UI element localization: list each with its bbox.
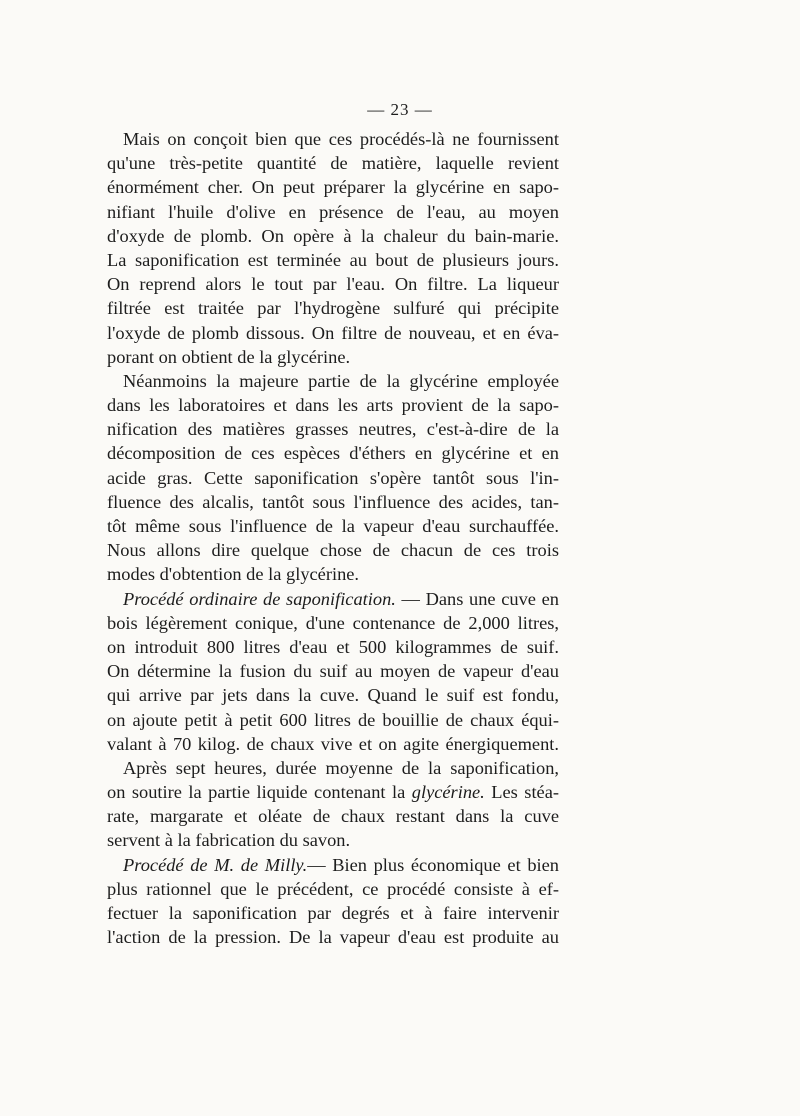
text-line	[107, 925, 559, 949]
italic-run: Procédé de M. de Milly.	[123, 854, 308, 875]
text-line	[107, 587, 559, 611]
text-line	[107, 248, 559, 272]
text-run: porant on obtient de la glycérine.	[107, 346, 351, 367]
text-line	[107, 466, 559, 490]
body-text	[107, 127, 559, 949]
text-run: servent à la fabrication du savon.	[107, 830, 351, 851]
text-run: Les stéa-	[484, 782, 560, 803]
text-line	[107, 272, 559, 296]
text-line	[107, 611, 559, 635]
text-line	[107, 393, 559, 417]
text-line	[107, 296, 559, 320]
text-run: plus rationnel que le précédent, ce procédé consiste à ef-	[107, 878, 559, 899]
text-line	[107, 683, 559, 707]
text-line	[107, 321, 559, 345]
text-run: Nous allons dire quelque chose de chacun de ces trois	[107, 540, 559, 561]
text-line	[107, 756, 559, 780]
text-run: rate, margarate et oléate de chaux restant dans la cuve	[107, 806, 559, 827]
text-run: fectuer la saponification par degrés et à faire intervenir	[107, 903, 559, 923]
text-run: — Bien plus économique et bien	[307, 854, 559, 875]
text-run: décomposition de ces espèces d'éthers en glycérine et en	[107, 443, 559, 464]
text-run: on soutire la partie liquide contenant la	[107, 782, 412, 803]
text-line	[107, 127, 559, 151]
text-run: on introduit 800 litres d'eau et 500 kilogrammes de suif.	[107, 636, 559, 657]
text-run: on ajoute petit à petit 600 litres de bouillie de chaux équi-	[107, 709, 559, 730]
text-line	[107, 877, 559, 901]
text-run: tôt même sous l'influence de la vapeur d'eau surchauffée.	[107, 516, 559, 536]
text-line	[107, 708, 559, 732]
text-run: d'oxyde de plomb. On opère à la chaleur du bain-marie.	[107, 225, 559, 246]
text-run: nifiant l'huile d'olive en présence de l'eau, au moyen	[107, 201, 559, 222]
text-line	[107, 853, 559, 877]
text-run: nification des matières grasses neutres, c'est-à-dire de la	[107, 419, 559, 440]
text-line	[107, 514, 559, 538]
text-line	[107, 175, 559, 199]
text-run: l'action de la pression. De la vapeur d'eau est produite au	[107, 927, 559, 948]
text-line	[107, 804, 559, 828]
text-line	[107, 828, 559, 852]
text-run: La saponification est terminée au bout de plusieurs jours.	[107, 249, 559, 270]
italic-run: Procédé ordinaire de saponification.	[123, 588, 396, 609]
text-run: qu'une très-petite quantité de matière, laquelle revient	[107, 153, 559, 174]
text-line	[107, 417, 559, 441]
text-line	[107, 635, 559, 659]
text-run: Après sept heures, durée moyenne de la saponification,	[123, 757, 559, 778]
text-run: bois légèrement conique, d'une contenance de 2,000 litres,	[107, 612, 559, 633]
text-line	[107, 200, 559, 224]
text-run: l'oxyde de plomb dissous. On filtre de nouveau, et en éva-	[107, 322, 559, 343]
text-run: énormément cher. On peut préparer la glycérine en sapo-	[107, 177, 559, 198]
text-run: fluence des alcalis, tantôt sous l'influence des acides, tan-	[107, 491, 559, 512]
text-line	[107, 659, 559, 683]
text-line	[107, 345, 559, 369]
text-run: Néanmoins la majeure partie de la glycérine employée	[123, 370, 559, 391]
text-run: acide gras. Cette saponification s'opère tantôt sous l'in-	[107, 467, 559, 488]
text-line	[107, 369, 559, 393]
italic-run: glycérine.	[411, 782, 485, 803]
text-run: filtrée est traitée par l'hydrogène sulfuré qui précipite	[107, 298, 559, 319]
text-run: On reprend alors le tout par l'eau. On filtre. La liqueur	[107, 274, 559, 295]
text-line	[107, 538, 559, 562]
text-run: modes d'obtention de la glycérine.	[107, 564, 360, 585]
text-line	[107, 224, 559, 248]
text-run: valant à 70 kilog. de chaux vive et on agite énergiquement.	[107, 733, 559, 754]
text-line	[107, 901, 559, 925]
text-line	[107, 562, 559, 586]
text-line	[107, 441, 559, 465]
text-run: — Dans une cuve en	[395, 588, 559, 609]
text-line	[107, 490, 559, 514]
text-run: dans les laboratoires et dans les arts provient de la sapo-	[107, 395, 559, 416]
text-run: On détermine la fusion du suif au moyen de vapeur d'eau	[107, 661, 559, 682]
page-number: — 23 —	[367, 100, 433, 119]
text-line	[107, 151, 559, 175]
text-run: qui arrive par jets dans la cuve. Quand le suif est fondu,	[107, 685, 559, 706]
text-line	[107, 732, 559, 756]
text-line	[107, 780, 559, 804]
text-run: Mais on conçoit bien que ces procédés-là ne fournissent	[123, 129, 559, 149]
